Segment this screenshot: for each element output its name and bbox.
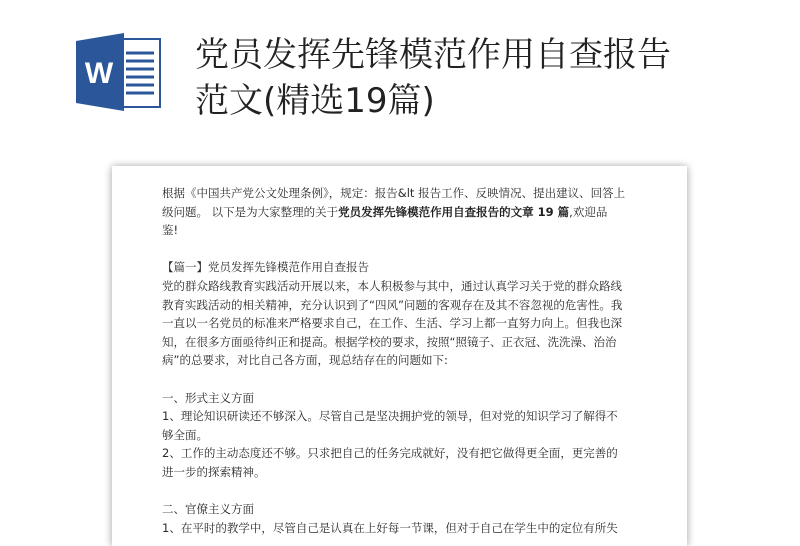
- list-item: 够全面。: [162, 427, 208, 442]
- title-line-1: 党员发挥先锋模范作用自查报告: [195, 35, 671, 75]
- list-item: 1、在平时的教学中，尽管自己是认真在上好每一节课，但对于自己在学生中的定位有所失: [162, 520, 618, 535]
- title-line-2: 范文(精选19篇): [195, 81, 435, 121]
- list-item: 进一步的探索精神。: [162, 464, 266, 479]
- part-heading: 一、形式主义方面: [162, 390, 254, 405]
- paragraph-line: 知，在很多方面亟待纠正和提高。根据学校的要求，按照“照镜子、正衣冠、洗洗澡、治治: [162, 334, 617, 349]
- intro-highlight: 党员发挥先锋模范作用自查报告的文章 19 篇: [338, 204, 570, 219]
- intro-line-1: 根据《中国共产党公文处理条例》，规定：报告&lt 报告工作、反映情况、提出建议、回答上: [162, 186, 626, 200]
- word-icon-letter: W: [84, 57, 114, 90]
- section-heading: 【篇一】党员发挥先锋模范作用自查报告: [162, 260, 369, 275]
- paragraph-line: 党的群众路线教育实践活动开展以来，本人积极参与其中，通过认真学习关于党的群众路线: [162, 278, 622, 293]
- list-item: 2、工作的主动态度还不够。只求把自己的任务完成就好，没有把它做得更全面，更完善的: [162, 446, 618, 461]
- paragraph-line: 病”的总要求，对比自己各方面，现总结存在的问题如下:: [162, 353, 448, 368]
- intro-line-2: [162, 203, 642, 222]
- document-page: [112, 166, 687, 546]
- intro-line-3: 鉴!: [162, 223, 179, 238]
- list-item: 1、理论知识研读还不够深入。尽管自己是坚决拥护党的领导，但对党的知识学习了解得不: [162, 409, 618, 424]
- paragraph-line: 教育实践活动的相关精神，充分认识到了“四风”问题的客观存在及其不容忽视的危害性。我: [162, 297, 623, 312]
- word-document-icon: [76, 33, 168, 111]
- part-heading: 二、官僚主义方面: [162, 502, 254, 517]
- paragraph-line: 一直以一名党员的标准来严格要求自己，在工作、生活、学习上都一直努力向上。但我也深: [162, 316, 622, 331]
- intro-line-2-post: ,欢迎品: [569, 204, 608, 219]
- page-title: [195, 32, 755, 124]
- document-content: [162, 184, 642, 537]
- intro-line-2-pre: 级问题。 以下是为大家整理的关于: [162, 204, 339, 219]
